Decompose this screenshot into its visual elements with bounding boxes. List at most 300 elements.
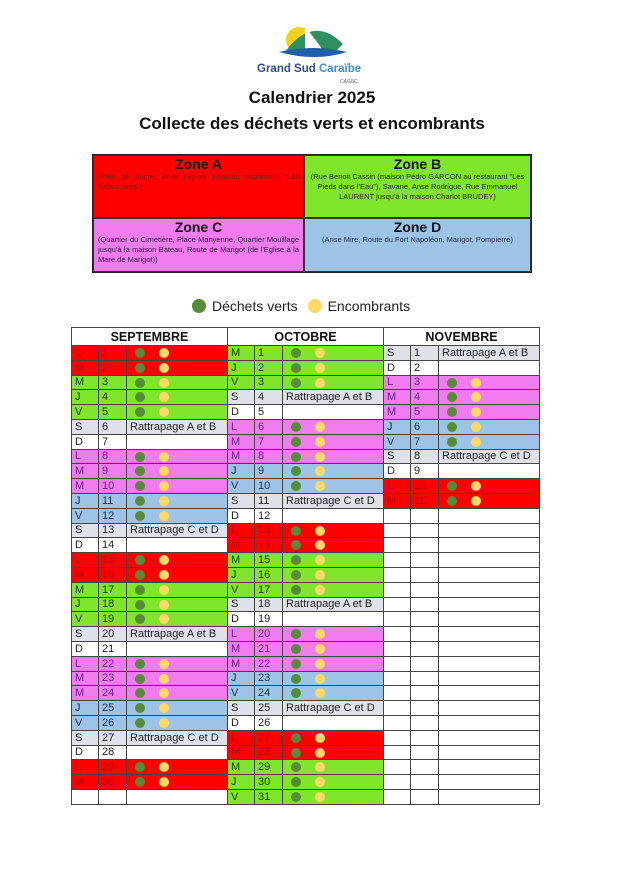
green-waste-dot-icon	[291, 585, 301, 595]
weekday-cell: J	[72, 390, 99, 405]
collection-cell	[283, 419, 384, 434]
weekday-cell: J	[228, 360, 255, 375]
collection-cell	[439, 464, 540, 479]
collection-cell	[283, 538, 384, 553]
date-cell: 8	[99, 449, 127, 464]
date-cell: 23	[99, 671, 127, 686]
green-waste-dot-icon	[135, 407, 145, 417]
bulky-waste-dot-icon	[315, 422, 325, 432]
date-cell: 5	[255, 405, 283, 420]
legend	[192, 298, 420, 314]
weekday-cell: S	[72, 627, 99, 642]
page-title: Calendrier 2025	[248, 88, 376, 107]
date-cell: 5	[411, 405, 439, 420]
calendar-row	[72, 434, 540, 449]
bulky-waste-dot-icon	[159, 348, 169, 358]
date-cell: 14	[99, 538, 127, 553]
logo-brand: Grand Sud Caraïbe	[257, 63, 362, 75]
date-cell: 21	[255, 641, 283, 656]
green-waste-dot-icon	[291, 733, 301, 743]
green-waste-dot-icon	[291, 481, 301, 491]
zone-c	[93, 218, 304, 272]
bulky-waste-dot-icon	[159, 555, 169, 565]
weekday-cell: V	[72, 612, 99, 627]
collection-cell	[283, 671, 384, 686]
date-cell: 16	[255, 567, 283, 582]
weekday-cell	[384, 641, 411, 656]
collection-cell	[127, 360, 228, 375]
bulky-waste-dot-icon	[159, 407, 169, 417]
weekday-cell: M	[228, 449, 255, 464]
calendar-row	[72, 493, 540, 508]
green-waste-dot-icon	[291, 629, 301, 639]
weekday-cell	[384, 523, 411, 538]
weekday-cell: S	[72, 523, 99, 538]
calendar-row	[72, 775, 540, 790]
bulky-waste-dot-icon	[315, 570, 325, 580]
weekday-cell	[384, 745, 411, 760]
weekday-cell: S	[72, 419, 99, 434]
date-cell	[411, 671, 439, 686]
collection-cell	[283, 715, 384, 730]
collection-cell	[283, 730, 384, 745]
date-cell: 10	[411, 479, 439, 494]
date-cell: 6	[255, 419, 283, 434]
weekday-cell: J	[228, 671, 255, 686]
weekday-cell	[384, 715, 411, 730]
bulky-waste-dot-icon	[315, 452, 325, 462]
bulky-waste-dot-icon	[315, 378, 325, 388]
date-cell: 3	[99, 375, 127, 390]
collection-cell	[439, 789, 540, 804]
collection-cell	[439, 553, 540, 568]
bulky-waste-dot-icon	[159, 481, 169, 491]
weekday-cell: M	[228, 538, 255, 553]
legend-green-label: Déchets verts	[212, 298, 298, 314]
bulky-waste-dot-icon	[315, 733, 325, 743]
collection-cell	[439, 346, 540, 361]
weekday-cell: J	[72, 597, 99, 612]
weekday-cell	[384, 508, 411, 523]
weekday-cell: D	[72, 538, 99, 553]
collection-cell	[439, 656, 540, 671]
green-waste-dot-icon	[291, 659, 301, 669]
date-cell: 30	[99, 775, 127, 790]
weekday-cell: L	[72, 553, 99, 568]
date-cell	[411, 567, 439, 582]
weekday-cell: J	[72, 701, 99, 716]
weekday-cell: L	[72, 346, 99, 361]
month-header: NOVEMBRE	[384, 328, 540, 346]
date-cell	[411, 641, 439, 656]
date-cell: 27	[99, 730, 127, 745]
date-cell: 2	[411, 360, 439, 375]
collection-cell	[283, 375, 384, 390]
green-waste-dot-icon	[135, 570, 145, 580]
calendar-row	[72, 730, 540, 745]
rattrapage-note: Rattrapage C et D	[442, 450, 531, 463]
date-cell: 10	[255, 479, 283, 494]
weekday-cell: V	[72, 508, 99, 523]
weekday-cell: V	[228, 479, 255, 494]
bulky-waste-dot-icon	[315, 748, 325, 758]
weekday-cell: S	[228, 493, 255, 508]
collection-cell	[127, 523, 228, 538]
collection-cell	[283, 360, 384, 375]
green-waste-dot-icon	[135, 452, 145, 462]
calendar-row	[72, 538, 540, 553]
green-waste-dot-icon	[135, 555, 145, 565]
collection-cell	[283, 641, 384, 656]
collection-cell	[127, 390, 228, 405]
collection-cell	[283, 789, 384, 804]
green-waste-dot-icon	[291, 570, 301, 580]
date-cell: 15	[99, 553, 127, 568]
calendar-row	[72, 523, 540, 538]
calendar-row	[72, 745, 540, 760]
green-waste-dot-icon	[135, 511, 145, 521]
green-waste-dot-icon	[135, 674, 145, 684]
collection-cell	[439, 405, 540, 420]
weekday-cell: L	[384, 479, 411, 494]
collection-cell	[127, 582, 228, 597]
weekday-cell: M	[72, 375, 99, 390]
date-cell: 11	[255, 493, 283, 508]
weekday-cell: M	[228, 760, 255, 775]
bulky-waste-dot-icon	[159, 674, 169, 684]
date-cell: 12	[255, 508, 283, 523]
collection-cell	[127, 701, 228, 716]
collection-cell	[283, 656, 384, 671]
collection-cell	[439, 419, 540, 434]
weekday-cell: D	[228, 612, 255, 627]
date-cell: 5	[99, 405, 127, 420]
weekday-cell: M	[72, 775, 99, 790]
collection-cell	[127, 567, 228, 582]
collection-cell	[127, 627, 228, 642]
green-waste-dot-icon	[447, 407, 457, 417]
bulky-waste-dot-icon	[315, 526, 325, 536]
green-waste-dot-icon	[135, 348, 145, 358]
weekday-cell: D	[228, 715, 255, 730]
collection-cell	[127, 449, 228, 464]
collection-cell	[283, 434, 384, 449]
collection-cell	[127, 553, 228, 568]
weekday-cell: L	[72, 656, 99, 671]
weekday-cell: M	[72, 567, 99, 582]
date-cell: 22	[99, 656, 127, 671]
weekday-cell: V	[72, 405, 99, 420]
collection-cell	[283, 553, 384, 568]
green-waste-dot-icon	[135, 378, 145, 388]
date-cell	[411, 730, 439, 745]
collection-cell	[127, 760, 228, 775]
zone-desc: (Rue Benoit Cassin (maison Pédro GARCON au restaurant "Les Pieds dans l'Eau"), Savane, Anse Rodrigue, Rue Emmanuel LAURENT jusqu'à la maison Charlot BRUDEY)	[310, 172, 525, 201]
zone-title: Zone D	[393, 219, 442, 235]
weekday-cell: M	[72, 686, 99, 701]
green-waste-dot-icon	[447, 496, 457, 506]
bulky-waste-dot-icon	[159, 378, 169, 388]
date-cell: 4	[99, 390, 127, 405]
collection-cell	[283, 493, 384, 508]
collection-cell	[127, 419, 228, 434]
date-cell	[411, 597, 439, 612]
collection-cell	[283, 390, 384, 405]
collection-cell	[283, 597, 384, 612]
weekday-cell: J	[228, 567, 255, 582]
collection-cell	[439, 523, 540, 538]
collection-cell	[127, 641, 228, 656]
collection-cell	[127, 346, 228, 361]
collection-cell	[439, 671, 540, 686]
date-cell: 3	[255, 375, 283, 390]
green-waste-dot-icon	[135, 718, 145, 728]
weekday-cell: D	[72, 434, 99, 449]
date-cell: 2	[255, 360, 283, 375]
collection-cell	[127, 671, 228, 686]
collection-cell	[283, 567, 384, 582]
weekday-cell: D	[228, 405, 255, 420]
weekday-cell: M	[384, 493, 411, 508]
green-waste-dot-icon	[291, 526, 301, 536]
date-cell: 7	[255, 434, 283, 449]
green-waste-dot-icon	[291, 452, 301, 462]
green-waste-dot-icon	[291, 363, 301, 373]
collection-cell	[439, 508, 540, 523]
bulky-waste-dot-icon	[471, 392, 481, 402]
rattrapage-note: Rattrapage A et B	[130, 628, 217, 641]
date-cell: 22	[255, 656, 283, 671]
weekday-cell	[384, 686, 411, 701]
weekday-cell: M	[228, 553, 255, 568]
collection-cell	[283, 449, 384, 464]
weekday-cell	[384, 582, 411, 597]
bulky-waste-dot-icon	[315, 792, 325, 802]
calendar-row	[72, 641, 540, 656]
weekday-cell: M	[228, 346, 255, 361]
collection-cell	[127, 775, 228, 790]
date-cell	[411, 538, 439, 553]
date-cell: 4	[255, 390, 283, 405]
green-waste-dot-icon	[291, 762, 301, 772]
green-waste-dot-icon	[291, 437, 301, 447]
weekday-cell: L	[228, 419, 255, 434]
bulky-waste-dot-icon	[159, 762, 169, 772]
weekday-cell	[384, 538, 411, 553]
collection-cell	[439, 745, 540, 760]
bulky-waste-dot-icon	[471, 481, 481, 491]
weekday-cell: M	[228, 656, 255, 671]
calendar-row	[72, 464, 540, 479]
calendar-table	[71, 327, 540, 805]
weekday-cell: J	[228, 775, 255, 790]
collection-cell	[127, 405, 228, 420]
zone-a	[93, 155, 304, 218]
date-cell: 9	[411, 464, 439, 479]
bulky-waste-dot-icon	[159, 688, 169, 698]
weekday-cell: V	[228, 789, 255, 804]
date-cell	[411, 760, 439, 775]
bulky-waste-dot-icon	[315, 659, 325, 669]
collection-cell	[283, 405, 384, 420]
rattrapage-note: Rattrapage A et B	[286, 598, 373, 611]
collection-cell	[439, 775, 540, 790]
bulky-waste-dot-icon	[159, 496, 169, 506]
green-waste-dot-icon	[135, 777, 145, 787]
date-cell	[411, 715, 439, 730]
green-waste-dot-icon	[291, 674, 301, 684]
logo-emblem-icon	[275, 22, 350, 62]
calendar-row	[72, 582, 540, 597]
calendar-row	[72, 405, 540, 420]
weekday-cell: V	[72, 715, 99, 730]
bulky-waste-dot-icon	[471, 496, 481, 506]
date-cell: 1	[255, 346, 283, 361]
weekday-cell	[384, 567, 411, 582]
green-waste-dot-icon	[135, 614, 145, 624]
collection-cell	[127, 730, 228, 745]
rattrapage-note: Rattrapage A et B	[442, 346, 529, 359]
zone-d	[304, 218, 531, 272]
collection-cell	[283, 479, 384, 494]
collection-cell	[439, 360, 540, 375]
calendar-row	[72, 612, 540, 627]
calendar-header	[72, 328, 540, 346]
date-cell: 10	[99, 479, 127, 494]
legend-yellow-label: Encombrants	[327, 298, 411, 314]
date-cell: 9	[255, 464, 283, 479]
weekday-cell: J	[384, 419, 411, 434]
weekday-cell: M	[72, 479, 99, 494]
collection-cell	[283, 686, 384, 701]
date-cell	[411, 789, 439, 804]
rattrapage-note: Rattrapage C et D	[286, 702, 375, 715]
weekday-cell	[384, 760, 411, 775]
collection-cell	[439, 715, 540, 730]
calendar-row	[72, 390, 540, 405]
weekday-cell: L	[228, 730, 255, 745]
green-waste-dot-icon	[447, 481, 457, 491]
zone-title: Zone B	[393, 156, 442, 172]
weekday-cell: S	[228, 390, 255, 405]
collection-cell	[283, 508, 384, 523]
weekday-cell	[384, 671, 411, 686]
weekday-cell	[384, 701, 411, 716]
calendar-row	[72, 419, 540, 434]
date-cell: 26	[99, 715, 127, 730]
bulky-waste-dot-icon	[315, 585, 325, 595]
zone-title: Zone C	[174, 219, 223, 235]
collection-cell	[127, 686, 228, 701]
bulky-waste-dot-icon	[471, 422, 481, 432]
collection-cell	[127, 434, 228, 449]
bulky-waste-dot-icon	[315, 629, 325, 639]
weekday-cell	[384, 612, 411, 627]
calendar-row	[72, 760, 540, 775]
date-cell: 12	[99, 508, 127, 523]
weekday-cell: D	[384, 464, 411, 479]
bulky-waste-dot-icon	[159, 777, 169, 787]
green-waste-dot-icon	[135, 703, 145, 713]
calendar-row	[72, 508, 540, 523]
rattrapage-note: Rattrapage C et D	[130, 524, 219, 537]
green-waste-dot-icon	[291, 688, 301, 698]
weekday-cell: D	[72, 641, 99, 656]
collection-cell	[283, 582, 384, 597]
calendar-row	[72, 553, 540, 568]
weekday-cell: L	[72, 449, 99, 464]
bulky-waste-dot-icon	[315, 555, 325, 565]
date-cell: 24	[255, 686, 283, 701]
calendar-row	[72, 627, 540, 642]
date-cell: 9	[99, 464, 127, 479]
zone-desc: (Anse Mire, Route du Fort Napoléon, Marigot, Pompierre)	[322, 235, 513, 244]
weekday-cell: M	[228, 434, 255, 449]
date-cell: 18	[255, 597, 283, 612]
green-waste-dot-icon	[135, 392, 145, 402]
collection-cell	[127, 715, 228, 730]
weekday-cell: V	[384, 434, 411, 449]
date-cell: 14	[255, 538, 283, 553]
collection-cell	[439, 701, 540, 716]
weekday-cell: V	[228, 686, 255, 701]
green-waste-dot-icon	[135, 659, 145, 669]
green-waste-dot-icon	[135, 466, 145, 476]
zone-title: Zone A	[175, 156, 222, 172]
weekday-cell: S	[72, 730, 99, 745]
collection-cell	[127, 464, 228, 479]
weekday-cell: V	[228, 582, 255, 597]
green-waste-dot-icon	[291, 422, 301, 432]
weekday-cell: L	[72, 760, 99, 775]
calendar-row	[72, 686, 540, 701]
date-cell	[411, 612, 439, 627]
date-cell	[411, 686, 439, 701]
rattrapage-note: Rattrapage A et B	[286, 391, 373, 404]
rattrapage-note: Rattrapage C et D	[286, 494, 375, 507]
date-cell: 7	[411, 434, 439, 449]
weekday-cell	[384, 553, 411, 568]
weekday-cell: V	[228, 375, 255, 390]
weekday-cell: M	[72, 360, 99, 375]
date-cell: 19	[255, 612, 283, 627]
green-waste-dot-icon	[135, 600, 145, 610]
bulky-waste-dot-icon	[315, 688, 325, 698]
collection-cell	[283, 346, 384, 361]
date-cell: 20	[99, 627, 127, 642]
bulky-waste-dot-icon	[159, 570, 169, 580]
collection-cell	[439, 390, 540, 405]
collection-cell	[439, 641, 540, 656]
date-cell: 11	[411, 493, 439, 508]
date-cell: 17	[99, 582, 127, 597]
weekday-cell: M	[72, 671, 99, 686]
collection-cell	[439, 597, 540, 612]
bulky-waste-dot-icon	[159, 718, 169, 728]
green-waste-dot-icon	[447, 392, 457, 402]
date-cell: 19	[99, 612, 127, 627]
collection-cell	[127, 656, 228, 671]
weekday-cell: L	[228, 627, 255, 642]
date-cell	[99, 789, 127, 804]
weekday-cell: S	[384, 346, 411, 361]
calendar-row	[72, 360, 540, 375]
date-cell: 8	[411, 449, 439, 464]
weekday-cell: M	[72, 464, 99, 479]
collection-cell	[283, 760, 384, 775]
date-cell: 31	[255, 789, 283, 804]
zone-desc: (Quartier du Cimetière, Place Manyenne, Quartier Mouillage jusqu'à la maison Bateau, Route de Marigot (de l'Eglise à la Mare de Marigot))	[98, 235, 299, 264]
